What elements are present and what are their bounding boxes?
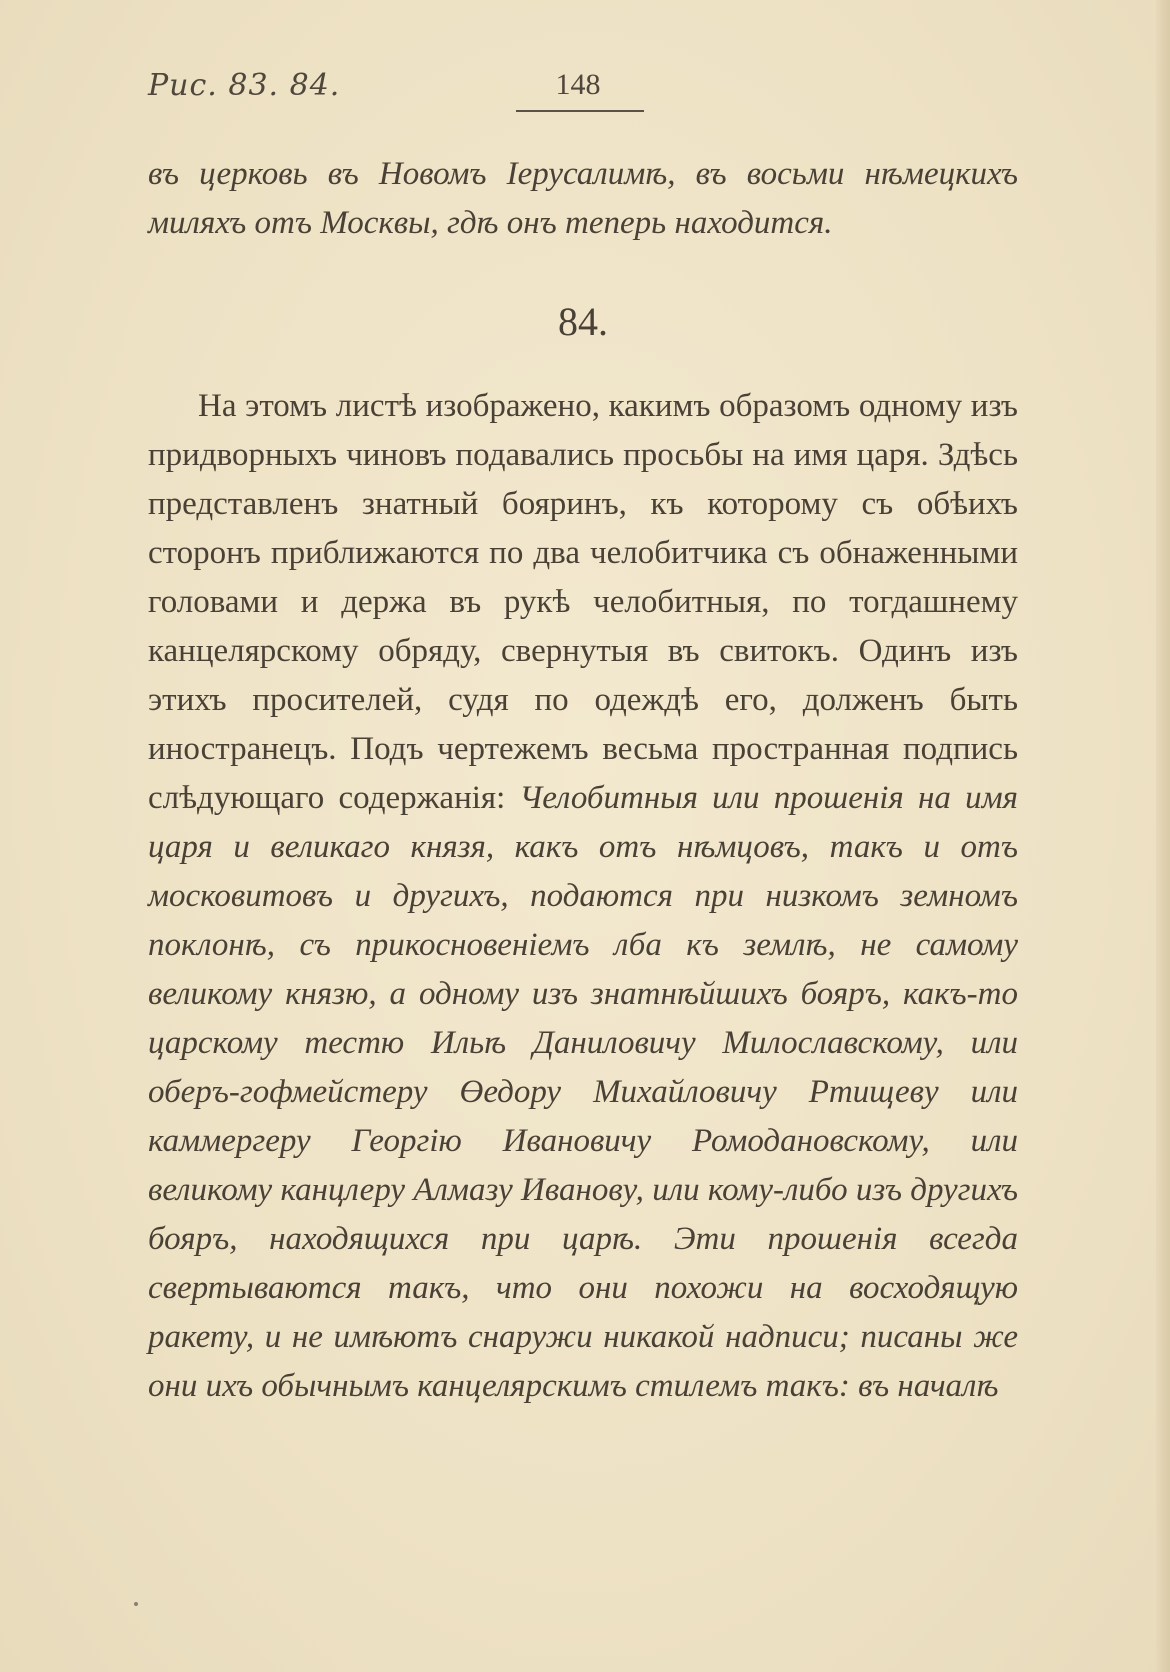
running-head: Рис. 83. 84. bbox=[148, 68, 341, 103]
body-paragraph bbox=[148, 382, 1018, 1411]
continuation-paragraph: въ церковь въ Новомъ Іерусалимѣ, въ восьми нѣмецкихъ миляхъ отъ Москвы, гдѣ онъ теперь находится. bbox=[148, 156, 1018, 241]
page-number: 148 bbox=[555, 68, 601, 101]
page-edge bbox=[1156, 0, 1170, 1672]
paper-speck bbox=[134, 1602, 138, 1606]
body-roman-text: На этомъ листѣ изображено, какимъ образомъ одному изъ придворныхъ чиновъ подавались просьбы на имя царя. Здѣсь представленъ знатный бояринъ, къ которому съ обѣихъ сторонъ приближаются по два челобитчика съ обнаженными головами и держа въ рукѣ челобитныя, по тогдашнему канцелярскому обряду, свернутыя въ свитокъ. Одинъ изъ этихъ просителей, судя по одеждѣ его, долженъ быть иностранецъ. Подъ чертежемъ весьма пространная подпись слѣдующаго содержанія: bbox=[148, 388, 1018, 816]
page-number-rule bbox=[516, 110, 644, 112]
page-header bbox=[148, 68, 1018, 118]
section-number: 84. bbox=[558, 299, 608, 344]
body-italic-quote: Челобитныя или прошенія на имя царя и великаго князя, какъ отъ нѣмцовъ, такъ и отъ московитовъ и другихъ, подаются при низкомъ земномъ поклонѣ, съ прикосновеніемъ лба къ землѣ, не самому великому князю, а одному изъ знатнѣйшихъ бояръ, какъ-то царскому тестю Ильѣ Даниловичу Милославскому, или оберъ-гофмейстеру Өедору Михайловичу Ртищеву или каммергеру Георгію Ивановичу Ромодановскому, или великому канцлеру Алмазу Иванову, или кому-либо изъ другихъ бояръ, находящихся при царѣ. Эти прошенія всегда свертываются такъ, что они похожи на восходящую ракету, и не имѣютъ снаружи никакой надписи; писаны же они ихъ обычнымъ канцелярскимъ стилемъ такъ: въ началѣ bbox=[148, 780, 1018, 1404]
